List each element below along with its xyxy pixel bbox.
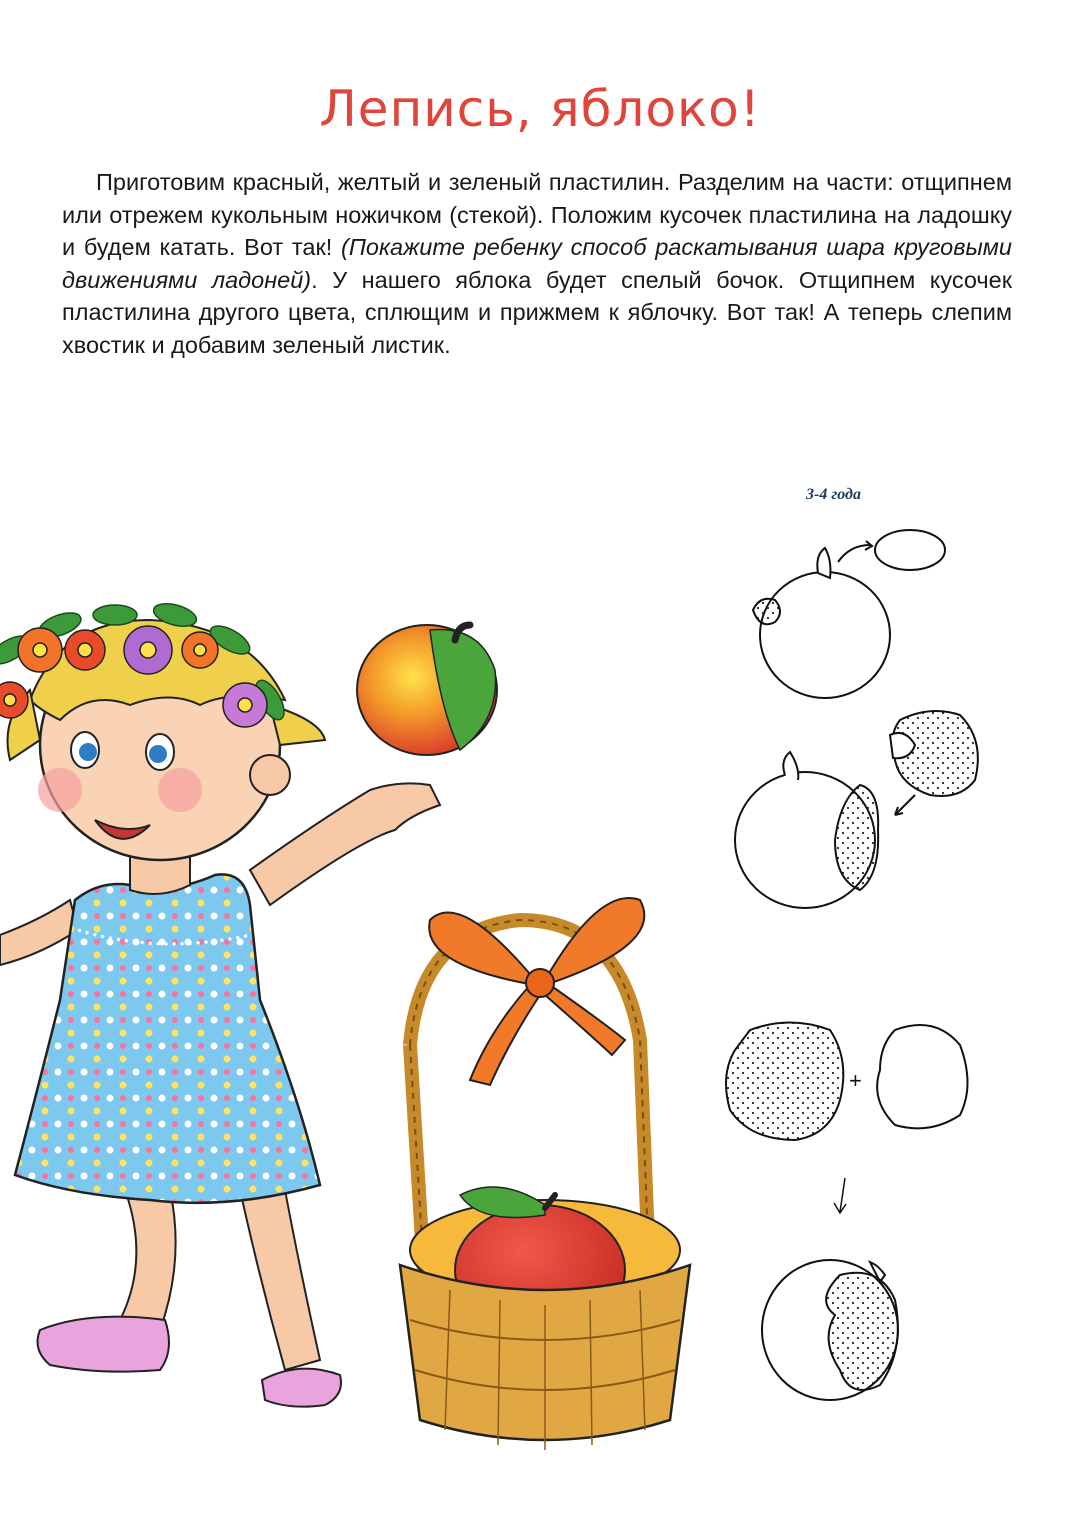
instruction-part-2: . У нашего яблока будет спелый бочок. Отщипнем кусочек пластилина другого цвета, сплющим и прижмем к яблочку. Вот так! А теперь слепим хвостик и добавим зеленый листик. (62, 266, 1012, 358)
flower-icon (182, 632, 218, 668)
step-1-diagram (753, 530, 945, 698)
flower-icon (65, 630, 105, 670)
flying-apple-icon (357, 625, 497, 755)
flower-icon (18, 628, 62, 672)
age-label: 3-4 года (806, 486, 861, 503)
step-4-diagram (762, 1260, 898, 1400)
step-2-diagram (735, 711, 978, 908)
flower-icon (0, 682, 28, 718)
arrow-down-icon (834, 1178, 846, 1213)
flower-icon (124, 626, 172, 674)
page-title: Лепись, яблоко! (319, 80, 761, 138)
basket-illustration (400, 898, 690, 1450)
instruction-part-1: Приготовим красный, желтый и зеленый пластилин. Разделим на части: отщипнем или отрежем кукольным ножичком (стекой). Положим кусочек пластилина на ладошку и будем катать. Вот так! (62, 169, 1012, 260)
instruction-italic-note: (Покажите ребенку способ раскатывания шара круговыми движениями ладоней) (62, 234, 1012, 293)
plus-sign: + (849, 1068, 862, 1093)
step-3-diagram (726, 1023, 968, 1141)
flower-icon (223, 683, 267, 727)
